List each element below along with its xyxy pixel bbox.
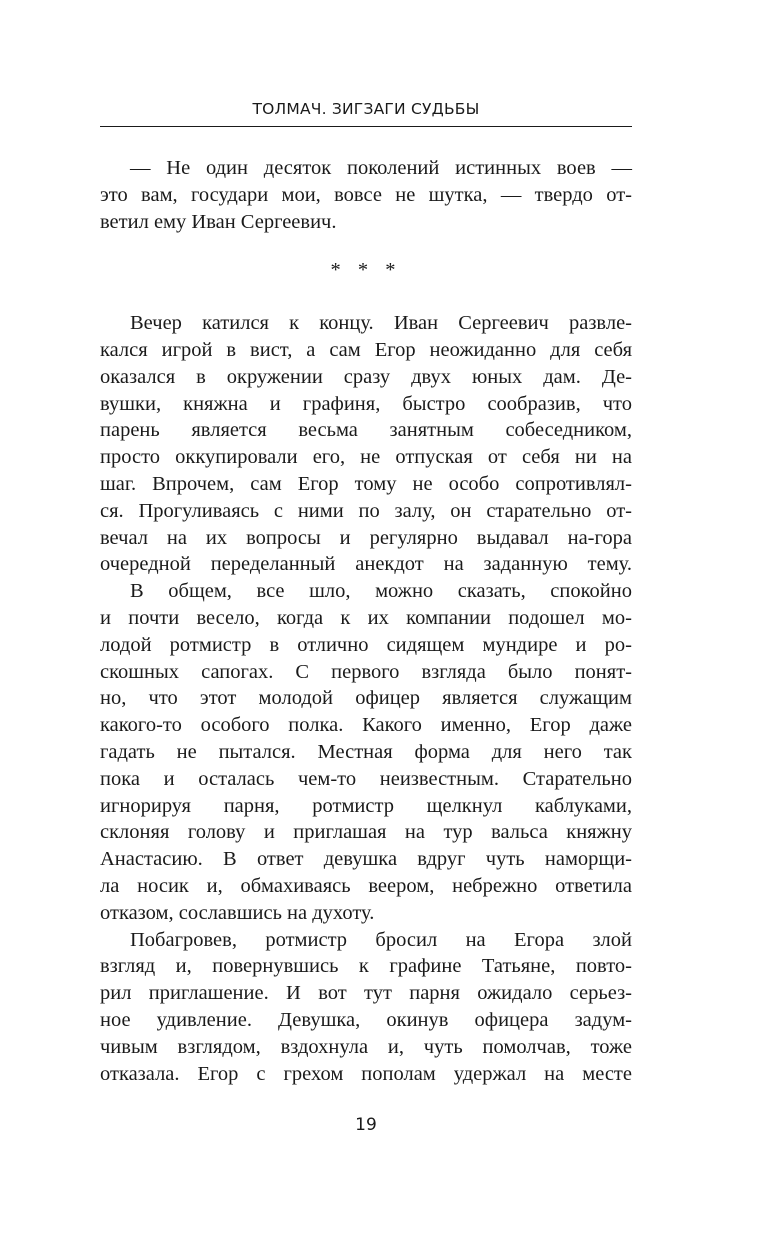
text-line: это вам, государи мои, вовсе не шутка, — твердо от- [100, 183, 632, 206]
header-rule [100, 126, 632, 127]
text-line: ла носик и, обмахиваясь веером, небрежно ответила [100, 874, 632, 897]
text-line: шаг. Впрочем, сам Егор тому не особо сопротивлял- [100, 472, 632, 495]
text-line: — Не один десяток поколений истинных воев — [130, 157, 632, 179]
paragraph-4 [100, 927, 632, 1088]
text-line: вечал на их вопросы и регулярно выдавал на-гора [100, 526, 632, 549]
text-line: отказала. Егор с грехом пополам удержал на месте [100, 1062, 632, 1085]
text-line: очередной переделанный анекдот на заданную тему. [100, 553, 632, 576]
running-title: ТОЛМАЧ. ЗИГЗАГИ СУДЬБЫ [252, 100, 480, 118]
text-line: какого-то особого полка. Какого именно, Егор даже [100, 714, 632, 737]
text-line: гадать не пытался. Местная форма для него так [100, 740, 632, 763]
text-line: чивым взглядом, вздохнула и, чуть помолчав, тоже [100, 1035, 632, 1058]
text-line: рил приглашение. И вот тут парня ожидало серьез- [100, 982, 632, 1005]
text-line: Побагровев, ротмистр бросил на Егора злой [130, 928, 632, 951]
text-line: оказался в окружении сразу двух юных дам. Де- [100, 365, 632, 388]
text-line: игнорируя парня, ротмистр щелкнул каблуками, [100, 794, 632, 817]
text-line: вушки, княжна и графиня, быстро сообразив, что [100, 392, 632, 415]
text-line: просто оккупировали его, не отпуская от себя ни на [100, 446, 632, 469]
text-line: Вечер катился к концу. Иван Сергеевич развле- [130, 312, 632, 335]
text-line: В общем, все шло, можно сказать, спокойно [130, 580, 632, 603]
text-line: скошных сапогах. С первого взгляда было понят- [100, 660, 632, 683]
text-line: ветил ему Иван Сергеевич. [100, 210, 337, 233]
paragraph-3 [100, 578, 632, 926]
text-line: парень является весьма занятным собеседником, [100, 419, 632, 442]
paragraph-2 [100, 310, 632, 578]
text-line: пока и осталась чем-то неизвестным. Старательно [100, 767, 632, 790]
text-line: но, что этот молодой офицер является служащим [100, 687, 632, 710]
page-number: 19 [355, 1115, 377, 1135]
section-separator: * * * [330, 259, 402, 282]
text-line: лодой ротмистр в отлично сидящем мундире и ро- [100, 633, 632, 656]
text-line: ся. Прогуливаясь с ними по залу, он старательно от- [100, 499, 632, 522]
text-line: ное удивление. Девушка, окинув офицера задум- [100, 1008, 632, 1031]
text-line: взгляд и, повернувшись к графине Татьяне, повто- [100, 955, 632, 978]
text-line: Анастасию. В ответ девушка вдруг чуть наморщи- [100, 848, 632, 871]
text-line: кался игрой в вист, а сам Егор неожиданно для себя [100, 338, 632, 361]
text-line: отказом, сославшись на духоту. [100, 901, 375, 924]
text-line: и почти весело, когда к их компании подошел мо- [100, 606, 632, 629]
page-body [100, 155, 632, 1087]
text-line: склоняя голову и приглашая на тур вальса княжну [100, 821, 632, 844]
paragraph-1 [100, 155, 632, 235]
